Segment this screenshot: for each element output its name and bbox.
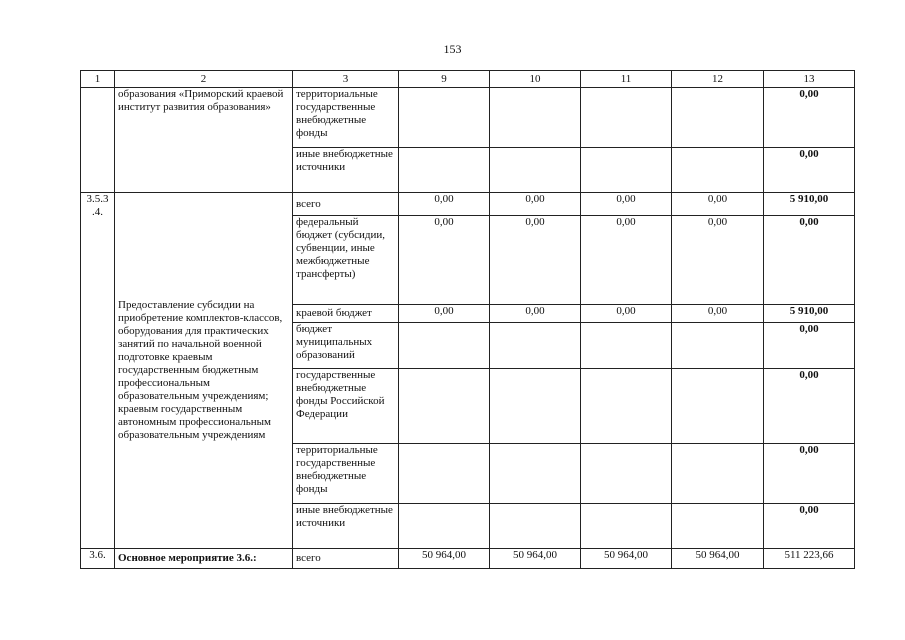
value-cell-9: 0,00 <box>399 216 490 305</box>
value-cell-11: 50 964,00 <box>581 549 672 569</box>
funding-source-cell: иные внебюджетные источники <box>293 148 399 193</box>
total-cell: 0,00 <box>764 444 855 504</box>
funding-source-cell: всего <box>293 193 399 216</box>
value-cell-10 <box>490 444 581 504</box>
value-cell-11 <box>581 148 672 193</box>
value-cell-10 <box>490 323 581 369</box>
value-cell-12: 0,00 <box>672 216 764 305</box>
value-cell-9: 0,00 <box>399 305 490 323</box>
funding-source-cell: бюджет муниципальных образований <box>293 323 399 369</box>
value-cell-12 <box>672 504 764 549</box>
value-cell-12 <box>672 369 764 444</box>
page-number: 153 <box>443 42 462 56</box>
value-cell-11: 0,00 <box>581 193 672 216</box>
value-cell-12 <box>672 148 764 193</box>
header-row <box>81 71 855 88</box>
funding-source-cell: территориальные государственные внебюджетные фонды <box>293 444 399 504</box>
value-cell-10: 50 964,00 <box>490 549 581 569</box>
total-cell: 0,00 <box>764 148 855 193</box>
funding-source-cell: иные внебюджетные источники <box>293 504 399 549</box>
header-col-1: 1 <box>81 71 115 88</box>
value-cell-11 <box>581 369 672 444</box>
value-cell-11 <box>581 323 672 369</box>
header-col-2: 2 <box>115 71 293 88</box>
measure-name-cell: образования «Приморский краевой институт развития образования» <box>115 88 293 193</box>
header-col-9: 9 <box>399 71 490 88</box>
value-cell-9 <box>399 88 490 148</box>
value-cell-10: 0,00 <box>490 216 581 305</box>
value-cell-9 <box>399 323 490 369</box>
value-cell-11 <box>581 444 672 504</box>
total-cell: 0,00 <box>764 323 855 369</box>
code-cell <box>81 88 115 193</box>
header-col-12: 12 <box>672 71 764 88</box>
value-cell-12 <box>672 88 764 148</box>
value-cell-11: 0,00 <box>581 216 672 305</box>
header-col-10: 10 <box>490 71 581 88</box>
value-cell-12: 0,00 <box>672 305 764 323</box>
total-cell: 5 910,00 <box>764 305 855 323</box>
value-cell-10: 0,00 <box>490 193 581 216</box>
total-cell: 0,00 <box>764 504 855 549</box>
value-cell-10 <box>490 504 581 549</box>
total-cell: 5 910,00 <box>764 193 855 216</box>
measure-name-cell: Основное мероприятие 3.6.: <box>115 549 293 569</box>
value-cell-9 <box>399 369 490 444</box>
item-code: 3.5.3 .4. <box>81 193 115 549</box>
funding-source-cell: краевой бюджет <box>293 305 399 323</box>
value-cell-9 <box>399 444 490 504</box>
total-cell: 0,00 <box>764 369 855 444</box>
value-cell-10 <box>490 369 581 444</box>
funding-source-cell: федеральный бюджет (субсидии, субвенции, иные межбюджетные трансферты) <box>293 216 399 305</box>
value-cell-9 <box>399 148 490 193</box>
value-cell-11 <box>581 504 672 549</box>
table-row <box>81 88 855 148</box>
value-cell-10 <box>490 148 581 193</box>
measure-name-cell: Предоставление субсидии на приобретение комплектов-классов, оборудования для практических занятий по начальной военной подготовке краевым государственным бюджетным профессиональным образовательным учреждениям; краевым государственным автономным профессиональным образовательным учреждениям <box>115 193 293 549</box>
value-cell-10 <box>490 88 581 148</box>
value-cell-12 <box>672 323 764 369</box>
total-cell: 511 223,66 <box>764 549 855 569</box>
funding-source-cell: территориальные государственные внебюджетные фонды <box>293 88 399 148</box>
header-col-13: 13 <box>764 71 855 88</box>
value-cell-9 <box>399 504 490 549</box>
value-cell-12: 0,00 <box>672 193 764 216</box>
item-code: 3.6. <box>81 549 115 569</box>
value-cell-12: 50 964,00 <box>672 549 764 569</box>
value-cell-9: 0,00 <box>399 193 490 216</box>
total-cell: 0,00 <box>764 216 855 305</box>
value-cell-9: 50 964,00 <box>399 549 490 569</box>
value-cell-11 <box>581 88 672 148</box>
header-col-3: 3 <box>293 71 399 88</box>
header-col-11: 11 <box>581 71 672 88</box>
table-row <box>81 193 855 216</box>
table-row <box>81 549 855 569</box>
value-cell-10: 0,00 <box>490 305 581 323</box>
value-cell-12 <box>672 444 764 504</box>
value-cell-11: 0,00 <box>581 305 672 323</box>
funding-source-cell: всего <box>293 549 399 569</box>
budget-table <box>80 70 855 569</box>
funding-source-cell: государственные внебюджетные фонды Российской Федерации <box>293 369 399 444</box>
total-cell: 0,00 <box>764 88 855 148</box>
